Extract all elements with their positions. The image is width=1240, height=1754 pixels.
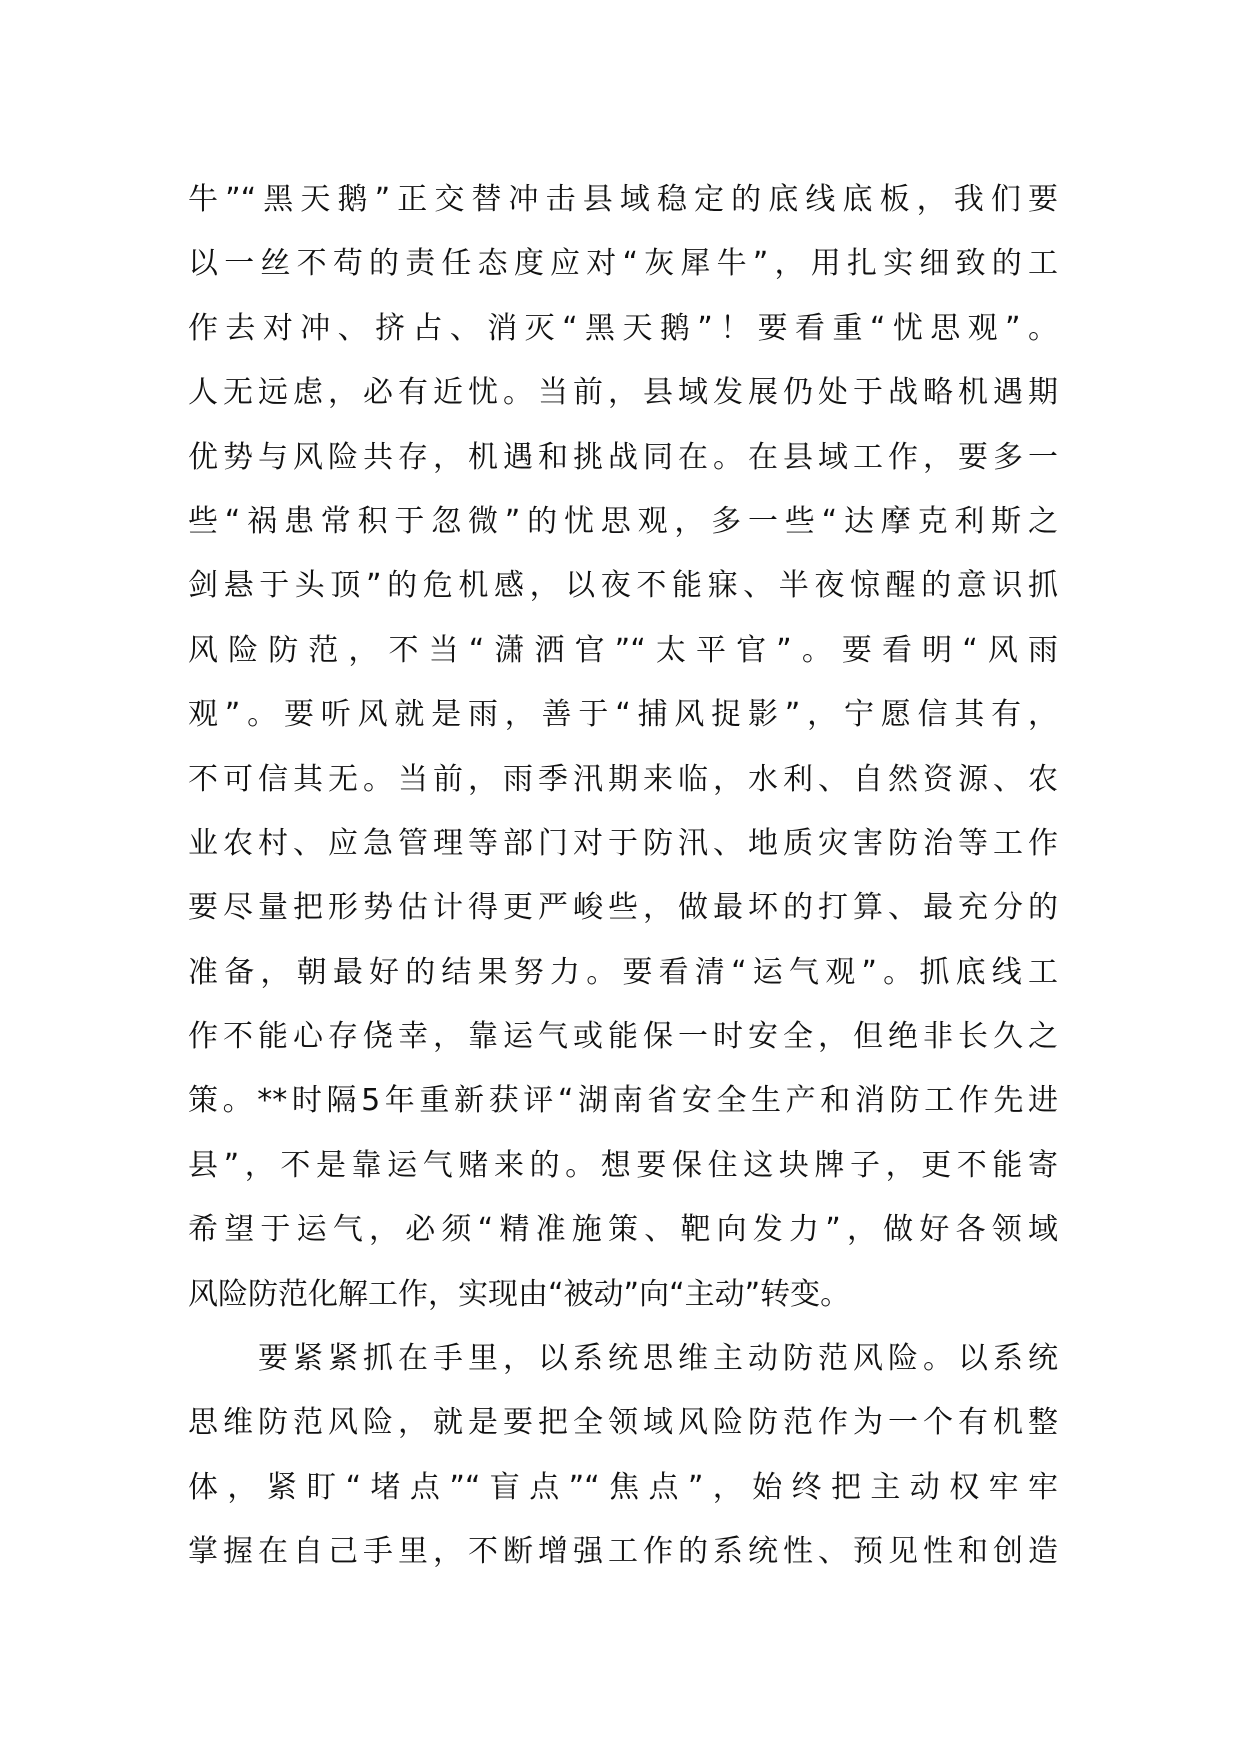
- text-line: 业农村、应急管理等部门对于防汛、地质灾害防治等工作: [188, 825, 1058, 861]
- text-line: 风险防范，不当“潇洒官”“太平官”。要看明“风雨: [188, 632, 1058, 668]
- text-line: 希望于运气，必须“精准施策、靶向发力”，做好各领域: [188, 1212, 1058, 1248]
- text-line: 体，紧盯“堵点”“盲点”“焦点”，始终把主动权牢牢: [188, 1469, 1058, 1505]
- text-line: 思维防范风险，就是要把全领域风险防范作为一个有机整: [188, 1405, 1058, 1441]
- paragraph-first-line: 要紧紧抓在手里，以系统思维主动防范风险。以系统: [258, 1341, 1058, 1377]
- text-line: 策。**时隔5年重新获评“湖南省安全生产和消防工作先进: [188, 1083, 1058, 1119]
- text-line: 以一丝不苟的责任态度应对“灰犀牛”，用扎实细致的工: [188, 246, 1058, 282]
- text-line: 作不能心存侥幸，靠运气或能保一时安全，但绝非长久之: [188, 1019, 1058, 1055]
- text-line: 县”，不是靠运气赌来的。想要保住这块牌子，更不能寄: [188, 1147, 1058, 1183]
- text-line: 观”。要听风就是雨，善于“捕风捉影”，宁愿信其有，: [188, 697, 1058, 733]
- text-line: 剑悬于头顶”的危机感，以夜不能寐、半夜惊醒的意识抓: [188, 568, 1058, 604]
- text-line: 准备，朝最好的结果努力。要看清“运气观”。抓底线工: [188, 954, 1058, 990]
- text-line: 牛”“黑天鹅”正交替冲击县域稳定的底线底板，我们要: [188, 182, 1058, 217]
- text-line: 些“祸患常积于忽微”的忧思观，多一些“达摩克利斯之: [188, 503, 1058, 539]
- text-line: 掌握在自己手里，不断增强工作的系统性、预见性和创造: [188, 1534, 1058, 1570]
- text-line: 作去对冲、挤占、消灭“黑天鹅”！要看重“忧思观”。: [188, 310, 1058, 346]
- text-line: 人无远虑，必有近忧。当前，县域发展仍处于战略机遇期: [188, 375, 1058, 411]
- text-line: 要尽量把形势估计得更严峻些，做最坏的打算、最充分的: [188, 890, 1058, 926]
- paragraph-end-line: 风险防范化解工作，实现由“被动”向“主动”转变。: [188, 1276, 851, 1312]
- text-line: 优势与风险共存，机遇和挑战同在。在县域工作，要多一: [188, 439, 1058, 475]
- text-line: 不可信其无。当前，雨季汛期来临，水利、自然资源、农: [188, 761, 1058, 797]
- body-text: [188, 168, 1058, 1585]
